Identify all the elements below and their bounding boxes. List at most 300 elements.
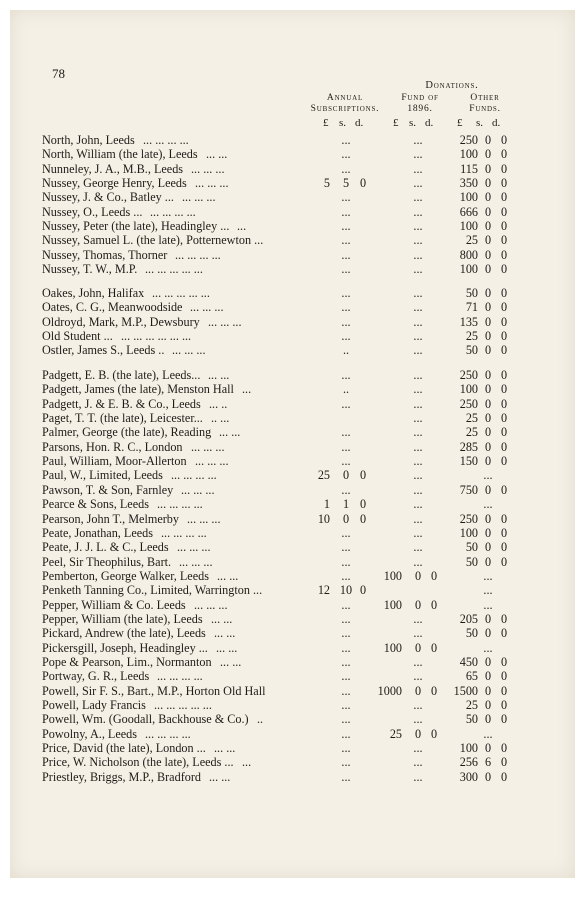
other-shillings: 0 (484, 712, 492, 727)
annual-shillings: 1 (342, 497, 350, 512)
subscriber-row (10, 425, 575, 439)
annual-pounds: 1 (323, 497, 330, 512)
leader-dots: ... (242, 755, 252, 770)
annual-pounds: ... (341, 755, 351, 770)
other-pence: 0 (500, 655, 508, 669)
annual-shillings: 5 (342, 176, 350, 191)
other-shillings: 0 (484, 233, 492, 248)
leader-dots: ... ... ... (179, 554, 213, 569)
other-pence: 0 (500, 190, 508, 205)
subscriber-row (10, 205, 575, 219)
subscriber-name: Oldroyd, Mark, M.P., Dewsbury (42, 314, 200, 329)
annual-pounds: ... (341, 482, 351, 497)
subscriber-row (10, 583, 575, 597)
subscriber-name: Pepper, William (the late), Leeds (42, 611, 203, 626)
other-shillings: 0 (484, 300, 492, 315)
other-pounds: 100 (459, 219, 478, 234)
leader-dots: ... ... ... ... ... (154, 698, 212, 713)
other-shillings: 0 (484, 147, 492, 162)
annual-pounds: ... (341, 329, 351, 344)
other-pence: 0 (500, 176, 508, 191)
other-pounds: 300 (459, 769, 478, 784)
other-pounds: 25 (465, 329, 478, 344)
donations-header: Donations. (425, 80, 479, 91)
book-page (10, 10, 575, 878)
fund-pounds: ... (413, 300, 423, 315)
fund-pounds: ... (413, 329, 423, 344)
annual-pounds: ... (341, 597, 351, 612)
other-shillings: 0 (484, 669, 492, 684)
other-pounds: 250 (459, 511, 478, 526)
fund-shillings: 0 (414, 597, 422, 612)
other-pounds: 50 (465, 286, 478, 300)
other-shillings: 0 (484, 482, 492, 497)
fund-pounds: ... (413, 669, 423, 684)
subscriber-name: Nussey, J. & Co., Batley ... (42, 190, 174, 205)
leader-dots: ... ... ... (181, 482, 215, 497)
subscriber-row (10, 626, 575, 640)
leader-dots: ... .. (209, 396, 228, 411)
other-shillings: 0 (484, 698, 492, 713)
other-pounds: 1500 (453, 683, 478, 698)
subscriber-row (10, 233, 575, 247)
subscriber-name: Portway, G. R., Leeds (42, 669, 150, 684)
annual-pounds: ... (341, 669, 351, 684)
subscriber-name: Padgett, E. B. (the late), Leeds... (42, 368, 201, 382)
other-pounds: 50 (465, 343, 478, 358)
annual-pounds: ... (341, 683, 351, 698)
subscriber-name: Penketh Tanning Co., Limited, Warrington ... (42, 583, 263, 598)
fund-pounds: ... (413, 219, 423, 234)
other-pounds: 50 (465, 626, 478, 641)
other-pounds: 750 (459, 482, 478, 497)
annual-pounds: ... (341, 147, 351, 162)
other-pounds: ... (483, 726, 493, 741)
fund-pounds: ... (413, 233, 423, 248)
subscriber-row (10, 483, 575, 497)
leader-dots: .. ... (211, 411, 230, 426)
other-pounds: 205 (459, 611, 478, 626)
other-shillings: 0 (484, 411, 492, 426)
other-pence: 0 (500, 511, 508, 526)
leader-dots: ... ... ... (191, 161, 225, 176)
subscriber-name: Priestley, Briggs, M.P., Bradford (42, 769, 201, 784)
leader-dots: ... ... ... (182, 190, 216, 205)
currency-label: d. (355, 117, 364, 129)
leader-dots: ... ... ... (191, 439, 225, 454)
other-pence: 0 (500, 133, 508, 147)
annual-pounds: ... (341, 712, 351, 727)
other-pounds: 800 (459, 247, 478, 262)
currency-label: s. (409, 117, 417, 129)
annual-pounds: ... (341, 425, 351, 440)
subscriber-name: Oates, C. G., Meanwoodside (42, 300, 183, 315)
annual-pounds: ... (341, 233, 351, 248)
fund-pounds: ... (413, 439, 423, 454)
fund-1896-header (385, 93, 455, 115)
subscriber-name: Pope & Pearson, Lim., Normanton (42, 655, 212, 669)
other-pounds: 100 (459, 147, 478, 162)
leader-dots: ... (237, 219, 247, 234)
other-shillings: 0 (484, 219, 492, 234)
other-pounds: ... (483, 468, 493, 483)
other-pence: 0 (500, 286, 508, 300)
annual-pounds: ... (341, 219, 351, 234)
fund-pounds: ... (413, 511, 423, 526)
leader-dots: ... ... (211, 611, 233, 626)
subscriber-name: Nussey, T. W., M.P. (42, 262, 138, 277)
leader-dots: ... ... (219, 425, 241, 440)
annual-pounds: ... (341, 611, 351, 626)
leader-dots: ... ... (209, 769, 231, 784)
subscriber-name: Paget, T. T. (the late), Leicester... (42, 411, 203, 426)
annual-pounds: ... (341, 300, 351, 315)
subscriber-row (10, 300, 575, 314)
fund-header-line1: Fund of (401, 93, 439, 103)
currency-label: s. (339, 117, 347, 129)
subscriber-name: Powolny, A., Leeds (42, 726, 138, 741)
fund-pounds: ... (413, 611, 423, 626)
annual-pounds: 25 (317, 468, 330, 483)
other-pounds: ... (483, 497, 493, 512)
other-pounds: ... (483, 640, 493, 655)
fund-pounds: ... (413, 286, 423, 300)
fund-pounds: ... (413, 262, 423, 277)
other-pence: 0 (500, 769, 508, 784)
other-pounds: 100 (459, 741, 478, 756)
currency-label: £ (457, 117, 463, 129)
annual-shillings: 0 (342, 511, 350, 526)
other-pence: 0 (500, 683, 508, 698)
annual-pounds: 5 (323, 176, 330, 191)
subscriber-row (10, 497, 575, 511)
subscriber-row (10, 343, 575, 357)
subscriber-name: Pearce & Sons, Leeds (42, 497, 149, 512)
annual-header-line1: Annual (326, 93, 364, 103)
fund-pounds: ... (413, 755, 423, 770)
other-pounds: 150 (459, 454, 478, 469)
other-shillings: 0 (484, 655, 492, 669)
fund-pounds: ... (413, 133, 423, 147)
other-pence: 0 (500, 425, 508, 440)
other-pounds: 135 (459, 314, 478, 329)
leader-dots: ... ... ... (172, 343, 206, 358)
other-pounds: 100 (459, 262, 478, 277)
annual-pounds: ... (341, 525, 351, 540)
annual-pounds: ... (341, 655, 351, 669)
leader-dots: ... ... (214, 626, 236, 641)
leader-dots: ... ... (220, 655, 242, 669)
fund-pounds: ... (413, 368, 423, 382)
other-pounds: 100 (459, 190, 478, 205)
fund-pounds: ... (413, 712, 423, 727)
subscriber-row (10, 540, 575, 554)
other-pence: 0 (500, 329, 508, 344)
other-pounds: 100 (459, 382, 478, 397)
fund-pounds: ... (413, 382, 423, 397)
other-pounds: 256 (459, 755, 478, 770)
leader-dots: ... ... ... ... (175, 247, 221, 262)
subscriber-row (10, 727, 575, 741)
fund-pounds: ... (413, 147, 423, 162)
other-pence: 0 (500, 454, 508, 469)
annual-pounds: ... (341, 741, 351, 756)
currency-label: d. (492, 117, 501, 129)
other-pounds: 285 (459, 439, 478, 454)
subscriber-row (10, 411, 575, 425)
fund-pounds: 100 (383, 568, 402, 583)
page-number: 78 (52, 66, 65, 81)
fund-pounds: ... (413, 454, 423, 469)
subscriber-name: Old Student ... (42, 329, 113, 344)
other-pence: 0 (500, 741, 508, 756)
other-pounds: 71 (465, 300, 478, 315)
leader-dots: ... ... ... ... ... ... (121, 329, 192, 344)
subscriber-row (10, 219, 575, 233)
fund-pounds: ... (413, 554, 423, 569)
subscriber-row (10, 598, 575, 612)
subscriber-row (10, 329, 575, 343)
other-pence: 0 (500, 611, 508, 626)
annual-pence: 0 (359, 583, 367, 598)
fund-pence: 0 (430, 597, 438, 612)
other-pence: 0 (500, 482, 508, 497)
subscriber-name: Paul, William, Moor-Allerton (42, 454, 187, 469)
other-pence: 0 (500, 411, 508, 426)
annual-pounds: ... (341, 286, 351, 300)
fund-pence: 0 (430, 683, 438, 698)
subscriber-name: Paul, W., Limited, Leeds (42, 468, 163, 483)
subscriber-row (10, 712, 575, 726)
other-pence: 0 (500, 439, 508, 454)
other-shillings: 0 (484, 525, 492, 540)
fund-pounds: ... (413, 540, 423, 555)
annual-pounds: 10 (317, 511, 330, 526)
other-pounds: 25 (465, 411, 478, 426)
leader-dots: ... ... (206, 147, 228, 162)
annual-pounds: ... (341, 568, 351, 583)
fund-pounds: 1000 (377, 683, 402, 698)
other-shillings: 0 (484, 161, 492, 176)
leader-dots: ... ... (214, 741, 236, 756)
annual-pence: 0 (359, 176, 367, 191)
fund-shillings: 0 (414, 683, 422, 698)
annual-pounds: ... (341, 640, 351, 655)
other-pounds: 25 (465, 233, 478, 248)
other-pence: 0 (500, 343, 508, 358)
fund-shillings: 0 (414, 568, 422, 583)
other-pounds: 250 (459, 368, 478, 382)
subscriber-name: Nussey, O., Leeds ... (42, 204, 143, 219)
fund-pounds: ... (413, 343, 423, 358)
leader-dots: ... ... ... (208, 314, 242, 329)
subscriber-row (10, 248, 575, 262)
leader-dots: ... ... ... ... (171, 468, 217, 483)
leader-dots: ... ... ... (190, 300, 224, 315)
other-shillings: 0 (484, 314, 492, 329)
subscriber-row (10, 612, 575, 626)
subscriber-row (10, 641, 575, 655)
other-shillings: 0 (484, 343, 492, 358)
other-pence: 0 (500, 525, 508, 540)
fund-pounds: ... (413, 176, 423, 191)
other-pence: 0 (500, 262, 508, 277)
subscriber-row (10, 368, 575, 382)
leader-dots: ... ... ... ... ... (152, 286, 210, 300)
annual-subscriptions-header (300, 93, 390, 115)
fund-pounds: ... (413, 190, 423, 205)
subscriber-name: Nussey, Thomas, Thorner (42, 247, 168, 262)
fund-pounds: ... (413, 161, 423, 176)
fund-pounds: ... (413, 314, 423, 329)
other-pence: 0 (500, 233, 508, 248)
other-pounds: ... (483, 568, 493, 583)
annual-pence: 0 (359, 511, 367, 526)
subscriber-name: Powell, Lady Francis (42, 698, 146, 713)
annual-pounds: ... (341, 133, 351, 147)
fund-pounds: ... (413, 741, 423, 756)
subscriber-name: Padgett, James (the late), Menston Hall (42, 382, 234, 397)
subscriber-row (10, 286, 575, 300)
fund-pounds: 100 (383, 597, 402, 612)
other-shillings: 0 (484, 176, 492, 191)
other-pence: 0 (500, 368, 508, 382)
subscriber-name: Pepper, William & Co. Leeds (42, 597, 186, 612)
other-pounds: ... (483, 583, 493, 598)
leader-dots: ... ... ... (195, 454, 229, 469)
subscriber-name: Nussey, Peter (the late), Headingley ... (42, 219, 230, 234)
other-shillings: 0 (484, 769, 492, 784)
leader-dots: ... ... ... (177, 540, 211, 555)
fund-shillings: 0 (414, 726, 422, 741)
other-pence: 0 (500, 626, 508, 641)
annual-header-line2: Subscriptions. (310, 104, 380, 114)
annual-shillings: 10 (339, 583, 353, 598)
subscriber-name: Pickersgill, Joseph, Headingley ... (42, 640, 208, 655)
other-pence: 0 (500, 540, 508, 555)
subscriber-name: North, William (the late), Leeds (42, 147, 198, 162)
subscriber-row (10, 440, 575, 454)
subscriber-row (10, 555, 575, 569)
subscriber-row (10, 569, 575, 583)
other-header-line2: Funds. (469, 104, 501, 114)
other-pounds: 350 (459, 176, 478, 191)
subscriber-name: Padgett, J. & E. B. & Co., Leeds (42, 396, 201, 411)
annual-pounds: ... (341, 190, 351, 205)
annual-pence: 0 (359, 468, 367, 483)
annual-pounds: ... (341, 540, 351, 555)
leader-dots: ... ... (217, 568, 239, 583)
subscriber-row (10, 468, 575, 482)
other-shillings: 0 (484, 262, 492, 277)
other-shillings: 0 (484, 439, 492, 454)
leader-dots: ... ... ... ... (157, 497, 203, 512)
leader-dots: .. (257, 712, 264, 727)
annual-pounds: ... (341, 161, 351, 176)
subscriber-name: Price, David (the late), London ... (42, 741, 206, 756)
subscriber-row (10, 669, 575, 683)
other-shillings: 0 (484, 540, 492, 555)
other-shillings: 0 (484, 741, 492, 756)
subscriber-name: Pemberton, George Walker, Leeds (42, 568, 209, 583)
other-shillings: 0 (484, 247, 492, 262)
subscriber-row (10, 655, 575, 669)
leader-dots: ... ... ... ... ... (145, 262, 203, 277)
fund-pounds: ... (413, 204, 423, 219)
subscriber-name: Price, W. Nicholson (the late), Leeds ... (42, 755, 234, 770)
annual-pounds: ... (341, 626, 351, 641)
other-pence: 0 (500, 698, 508, 713)
annual-pounds: ... (341, 247, 351, 262)
subscriber-row (10, 755, 575, 769)
other-shillings: 0 (484, 611, 492, 626)
leader-dots: ... ... (208, 368, 230, 382)
subscriber-name: Powell, Wm. (Goodall, Backhouse & Co.) (42, 712, 249, 727)
other-shillings: 0 (484, 626, 492, 641)
other-pence: 0 (500, 712, 508, 727)
other-pence: 0 (500, 300, 508, 315)
annual-pounds: ... (341, 439, 351, 454)
subscriber-row (10, 315, 575, 329)
subscriber-row (10, 770, 575, 784)
other-shillings: 6 (484, 755, 492, 770)
other-shillings: 0 (484, 511, 492, 526)
subscriber-name: Powell, Sir F. S., Bart., M.P., Horton Old Hall (42, 683, 266, 698)
other-pounds: 25 (465, 698, 478, 713)
fund-pounds: ... (413, 247, 423, 262)
other-pounds: 50 (465, 712, 478, 727)
subscriber-row (10, 454, 575, 468)
other-pence: 0 (500, 669, 508, 684)
other-pence: 0 (500, 314, 508, 329)
other-pounds: 450 (459, 655, 478, 669)
leader-dots: ... ... ... ... (150, 204, 196, 219)
other-shillings: 0 (484, 133, 492, 147)
subscriber-name: Oakes, John, Halifax (42, 286, 145, 300)
other-header-line1: Other (470, 93, 500, 103)
other-shillings: 0 (484, 554, 492, 569)
other-pounds: 50 (465, 540, 478, 555)
annual-pounds: ... (341, 396, 351, 411)
other-shillings: 0 (484, 329, 492, 344)
currency-label: d. (425, 117, 434, 129)
other-shillings: 0 (484, 286, 492, 300)
subscriber-row (10, 397, 575, 411)
subscriber-row (10, 741, 575, 755)
annual-shillings: 0 (342, 468, 350, 483)
fund-pounds: ... (413, 425, 423, 440)
subscriber-row (10, 133, 575, 147)
subscriber-row (10, 262, 575, 276)
fund-pounds: ... (413, 468, 423, 483)
subscriber-name: Ostler, James S., Leeds .. (42, 343, 165, 358)
subscriber-row (10, 147, 575, 161)
subscriber-row (10, 684, 575, 698)
subscriber-name: Pickard, Andrew (the late), Leeds (42, 626, 206, 641)
annual-pounds: .. (342, 343, 350, 358)
other-pounds: 25 (465, 425, 478, 440)
subscriber-name: Peate, J. J. L. & C., Leeds (42, 540, 169, 555)
subscriber-name: North, John, Leeds (42, 133, 135, 147)
other-shillings: 0 (484, 190, 492, 205)
other-pounds: 115 (460, 161, 478, 176)
leader-dots: ... ... (216, 640, 238, 655)
other-pounds: ... (483, 597, 493, 612)
other-shillings: 0 (484, 204, 492, 219)
annual-pounds: ... (341, 769, 351, 784)
annual-pence: 0 (359, 497, 367, 512)
annual-pounds: .. (342, 382, 350, 397)
